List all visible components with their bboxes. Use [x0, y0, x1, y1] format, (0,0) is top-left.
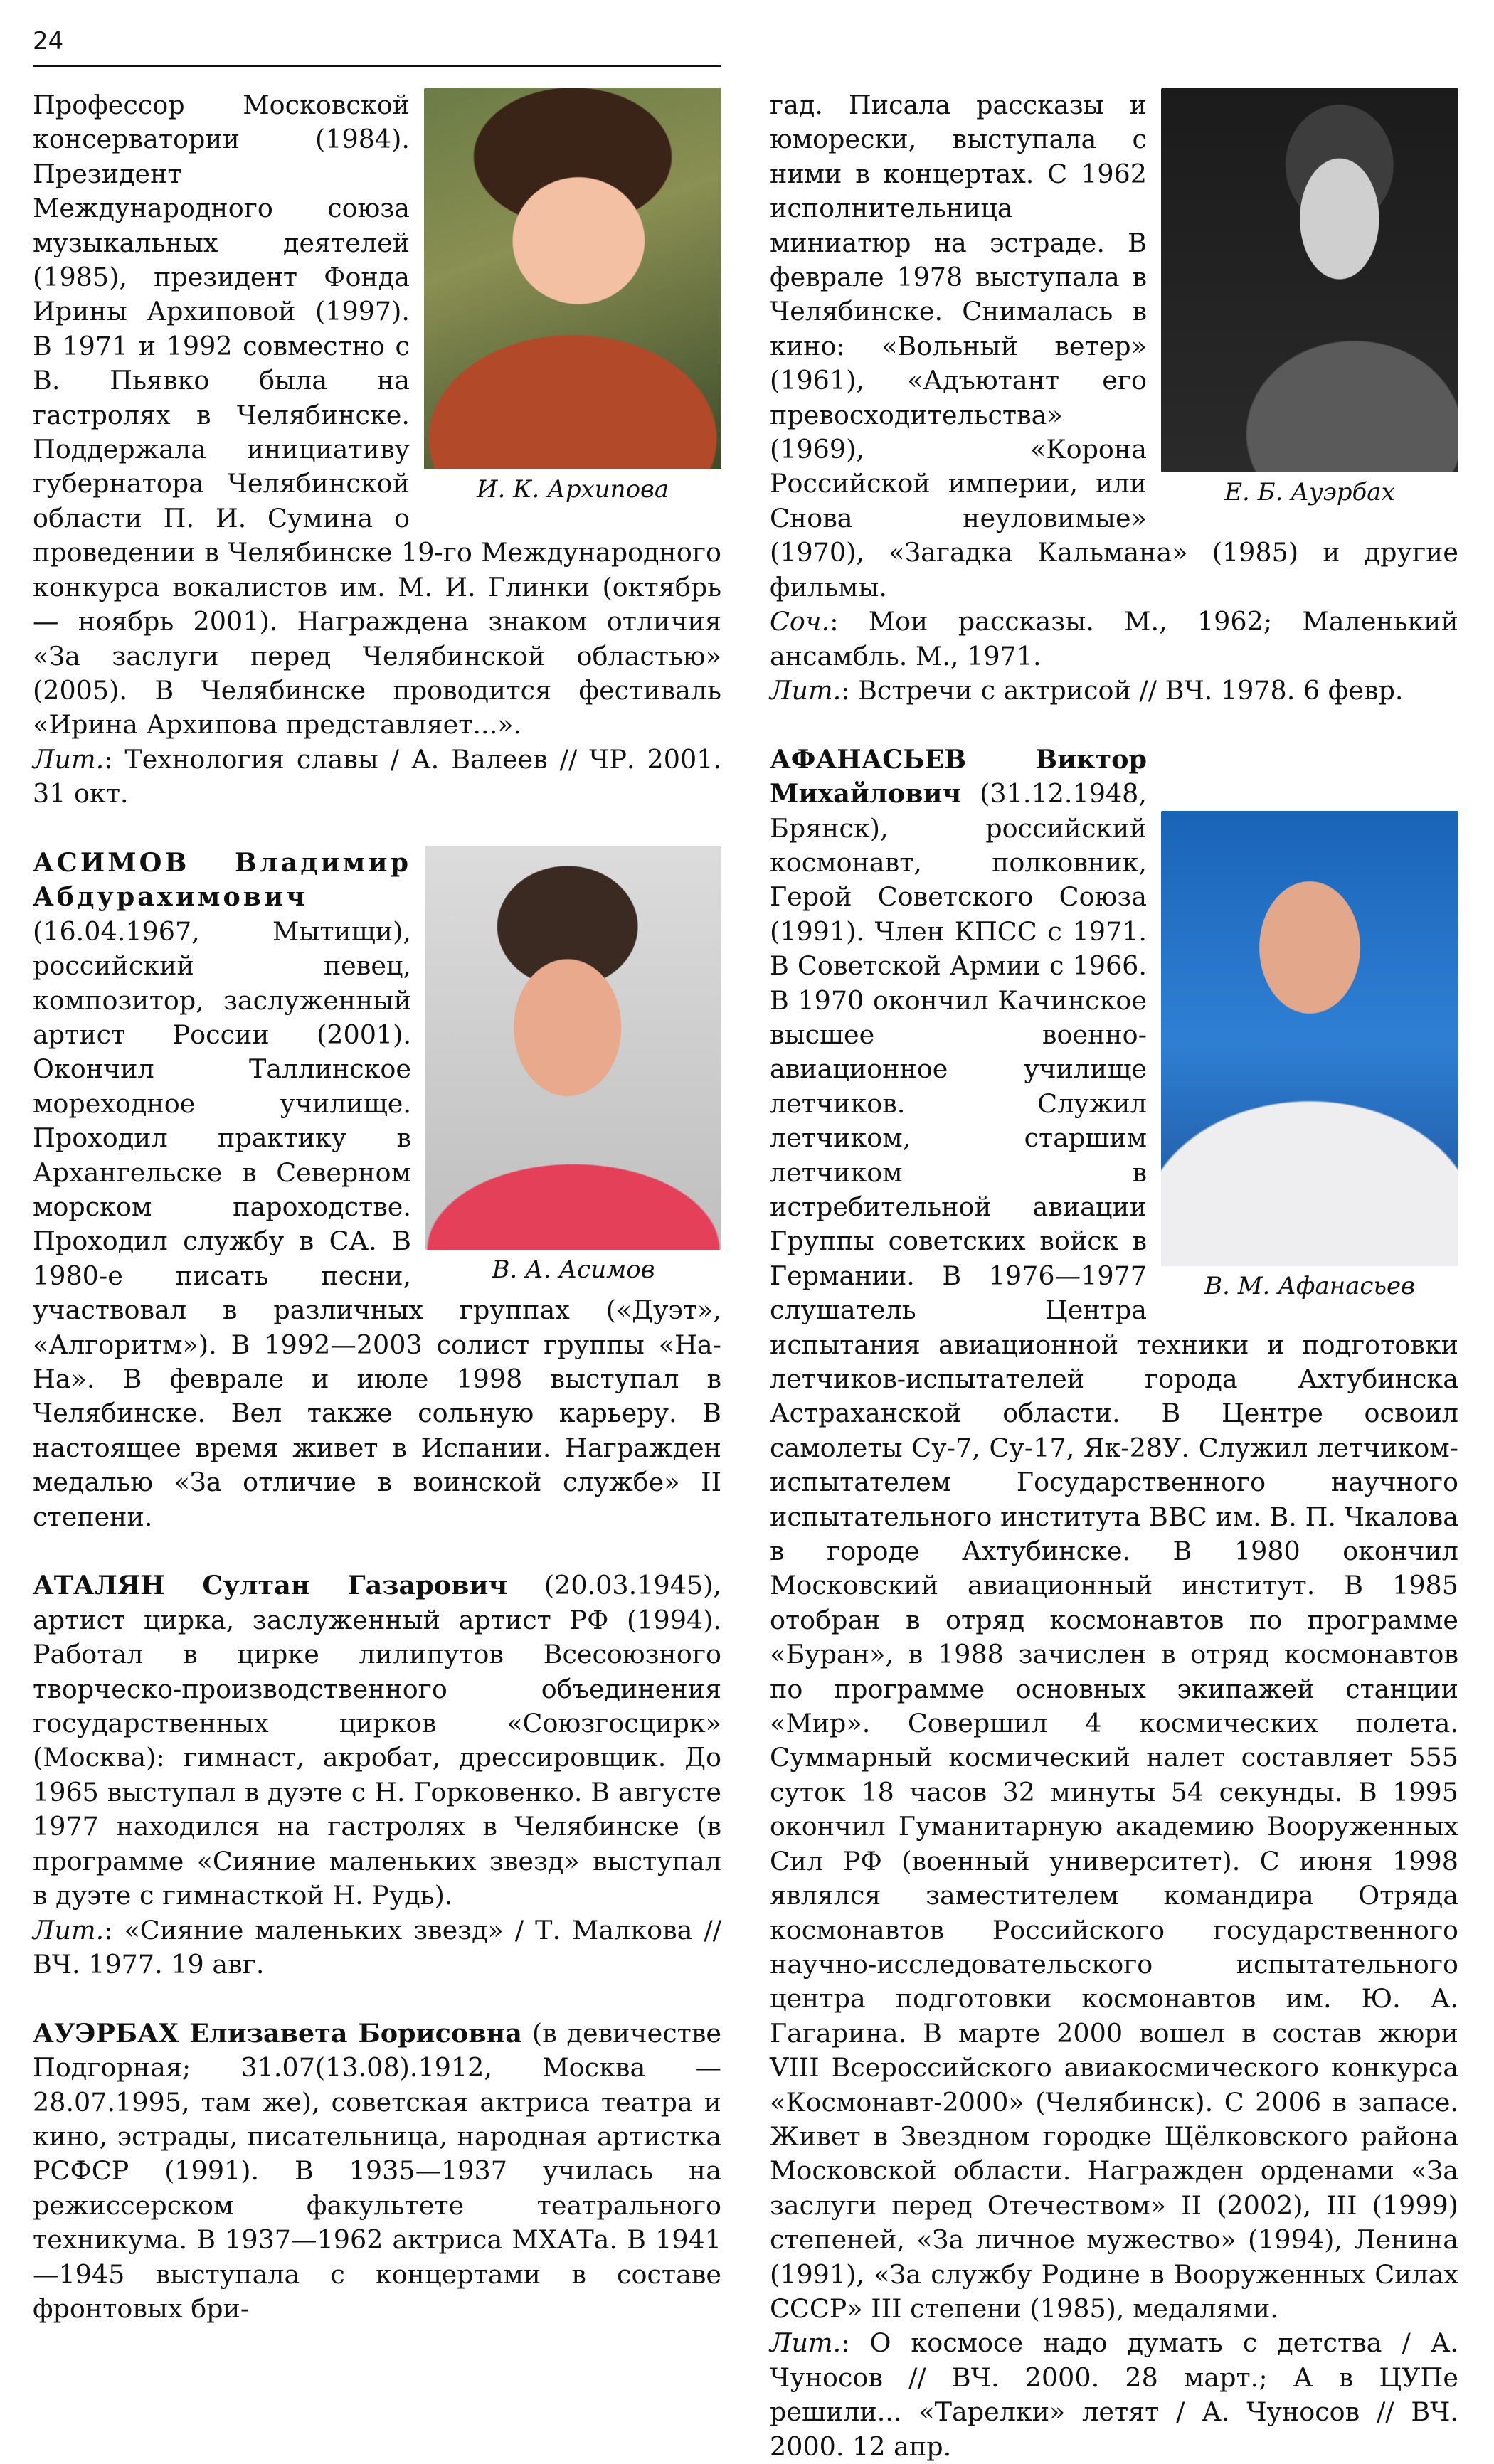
right-column [770, 88, 1458, 2464]
entry-auerbakh-continued: гад. Писала рассказы и юморески, выступала с ними в концертах. С 1962 исполнительница миниатюр на эстраде. В феврале 1978 выступала в Челябинске. Снималась в кино: «Вольный ветер» (1961), «Адъютант его превосходительства» (1969), «Корона Российской империи, или Снова неуловимые» (1970), «Загадка Кальмана» (1985) и другие фильмы. [770, 90, 1458, 602]
lit-text: : Встречи с актрисой // ВЧ. 1978. 6 февр. [841, 674, 1404, 706]
entry-auerbakh-text: (в девичестве Подгорная; 31.07(13.08).1912, Москва — 28.07.1995, там же), советская актриса театра и кино, эстрады, писательница, народная артистка РСФСР (1991). В 1935—1937 училась на режиссерском факультете театрального техникума. В 1937—1962 актриса МХАТа. В 1941—1945 выступала с концертами в составе фронтовых бри- [33, 2017, 721, 2324]
entry-atalyan-name: АТАЛЯН Султан Газарович [33, 1570, 508, 1601]
lit-text: : «Сияние маленьких звезд» / Т. Малкова // ВЧ. 1977. 19 авг. [33, 1914, 721, 1980]
lit-label: Лит. [33, 743, 105, 775]
entry-afanasiev-name: АФАНАСЬЕВ Виктор Михайлович [770, 743, 1147, 809]
figure-arkhipova [424, 88, 721, 506]
entry-auerbakh [33, 2017, 721, 2327]
lit-text: : О космосе надо думать с детства / А. Чуносов // ВЧ. 2000. 28 март.; А в ЦУПе решили... «Тарелки» летят / А. Чуносов // ВЧ. 2000. 12 апр. [770, 2327, 1458, 2462]
entry-atalyan-text: (20.03.1945), артист цирка, заслуженный артист РФ (1994). Работал в цирке лилипутов Всесоюзного творческо-производственного объединения государственных цирков «Союзгосцирк» (Москва): гимнаст, акробат, дрессировщик. До 1965 выступал в дуэте с Н. Горковенко. В августе 1977 находился на гастролях в Челябинске (в программе «Сияние маленьких звезд» выступал в дуэте с гимнасткой Н. Рудь). [33, 1570, 721, 1911]
lit-arkhipova [33, 743, 721, 812]
entry-arkhipova-text: Профессор Московской консерватории (1984). Президент Международного союза музыкальных деятелей (1985), президент Фонда Ирины Архиповой (1997). В 1971 и 1992 совместно с В. Пьявко была на гастролях в Челябинске. Поддержала инициативу губернатора Челябинской области П. И. Сумина о проведении в Челябинске 19-го Международного конкурса вокалистов им. М. И. Глинки (октябрь — ноябрь 2001). Награждена знаком отличия «За заслуги перед Челябинской областью» (2005). В Челябинске проводится фестиваль «Ирина Архипова представляет...». [33, 90, 721, 740]
entry-afanasiev-text: (31.12.1948, Брянск), российский космонавт, полковник, Герой Советского Союза (1991). Член КПСС с 1971. В Советской Армии с 1966. В 1970 окончил Качинское высшее военно-авиационное училище летчиков. Служил летчиком, старшим летчиком в истребительной авиации Группы советских войск в Германии. В 1976—1977 слушатель Центра испытания авиационной техники и подготовки летчиков-испытателей города Ахтубинска Астраханской области. В Центре освоил самолеты Су-7, Су-17, Як-28У. Служил летчиком-испытателем Государственного научного испытательного института ВВС им. В. П. Чкалова в городе Ахтубинске. В 1980 окончил Московский авиационный институт. В 1985 отобран в отряд космонавтов по программе «Буран», в 1988 зачислен в отряд космонавтов по программе основных экипажей станции «Мир». Совершил 4 космических полета. Суммарный космический налет составляет 555 суток 18 часов 32 минуты 54 секунды. В 1995 окончил Гуманитарную академию Вооруженных Сил РФ (военный университет). С июня 1998 являлся заместителем командира Отряда космонавтов Российского государственного научно-исследовательского испытательного центра подготовки космонавтов им. Ю. А. Гагарина. В марте 2000 вошел в состав жюри VIII Всероссийского авиакосмического конкурса «Космонавт-2000» (Челябинск). С 2006 в запасе. Живет в Звездном городке Щёлковского района Московской области. Награжден орденами «За заслуги перед Отечеством» II (2002), III (1999) степеней, «За личное мужество» (1994), Ленина (1991), «За службу Родине в Вооруженных Силах СССР» III степени (1985), медалями. [770, 778, 1458, 2324]
caption-asimov: В. А. Асимов [492, 1255, 655, 1284]
entry-atalyan [33, 1568, 721, 1913]
photo-asimov [425, 846, 721, 1250]
lit-atalyan [33, 1913, 721, 1982]
caption-auerbakh: Е. Б. Ауэрбах [1224, 478, 1395, 506]
caption-afanasiev: В. М. Афанасьев [1204, 1271, 1415, 1300]
caption-arkhipova: И. К. Архипова [476, 475, 669, 504]
figure-auerbakh [1161, 88, 1458, 509]
entry-auerbakh-name: АУЭРБАХ Елизавета Борисовна [33, 2017, 522, 2049]
entry-asimov-name: АСИМОВ Владимир Абдурахимович [33, 846, 411, 913]
lit-label: Лит. [770, 2327, 842, 2359]
page-number: 24 [33, 27, 64, 55]
lit-label: Лит. [770, 674, 842, 706]
soch-text: : Мои рассказы. М., 1962; Маленький ансамбль. М., 1971. [770, 606, 1458, 671]
lit-afanasiev [770, 2326, 1458, 2464]
figure-afanasiev [1161, 811, 1458, 1303]
entry-asimov-text: (16.04.1967, Мытищи), российский певец, композитор, заслуженный артист России (2001). Окончил Таллинское мореходное училище. Проходил практику в Архангельске в Северном морском пароходстве. Проходил службу в СА. В 1980-е писать песни, участвовал в различных группах («Дуэт», «Алгоритм»). В 1992—2003 солист группы «На-На». В феврале и июле 1998 выступал в Челябинске. Вел также сольную карьеру. В настоящее время живет в Испании. Награжден медалью «За отличие в воинской службе» II степени. [33, 915, 721, 1532]
lit-label: Лит. [33, 1914, 105, 1945]
lit-auerbakh [770, 674, 1458, 708]
photo-afanasiev [1161, 811, 1458, 1266]
photo-arkhipova [424, 88, 721, 469]
lit-text: : Технология славы / А. Валеев // ЧР. 2001. 31 окт. [33, 743, 721, 809]
soch-label: Соч. [770, 606, 830, 637]
soch-auerbakh [770, 605, 1458, 674]
photo-auerbakh [1161, 88, 1458, 472]
left-column [33, 88, 721, 2326]
header-rule [33, 65, 721, 67]
figure-asimov [425, 846, 721, 1287]
